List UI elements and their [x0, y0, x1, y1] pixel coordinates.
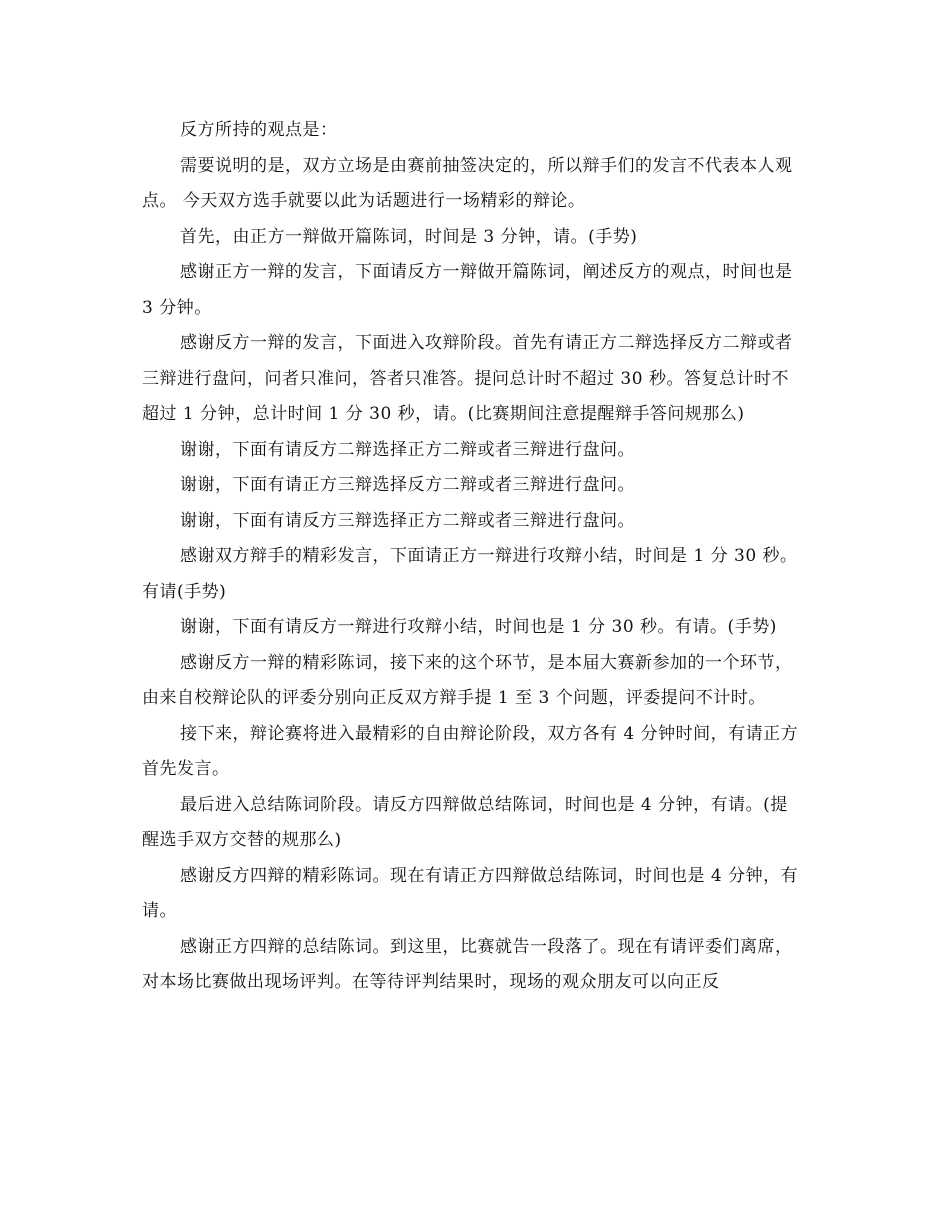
paragraph-affirmative-third-questioning: 谢谢，下面有请正方三辩选择反方二辩或者三辩进行盘问。 — [180, 475, 635, 495]
paragraph-negative-third-questioning: 谢谢，下面有请反方三辩选择正方二辩或者三辩进行盘问。 — [180, 510, 635, 531]
paragraph-negative-first-opening: 感谢正方一辩的发言，下面请反方一辩做开篇陈词，阐述反方的观点，时间也是 3 分钟。 — [142, 262, 793, 318]
paragraph-free-debate: 接下来，辩论赛将进入最精彩的自由辩论阶段，双方各有 4 分钟时间，有请正方首先发言。 — [142, 723, 799, 779]
paragraph-affirmative-closing: 感谢反方四辩的精彩陈词。现在有请正方四辩做总结陈词，时间也是 4 分钟，有请。 — [142, 865, 799, 921]
paragraph-affirmative-first-opening: 首先，由正方一辩做开篇陈词，时间是 3 分钟，请。(手势) — [180, 226, 638, 247]
paragraph-disclaimer: 需要说明的是，双方立场是由赛前抽签决定的，所以辩手们的发言不代表本人观点。 今天双方选手就要以此为话题进行一场精彩的辩论。 — [142, 155, 793, 211]
paragraph-judge-questions: 感谢反方一辩的精彩陈词，接下来的这个环节，是本届大赛新参加的一个环节，由来自校辩论队的评委分别向正反双方辩手提 1 至 3 个问题，评委提问不计时。 — [142, 652, 793, 708]
paragraph-judging: 感谢正方四辩的总结陈词。到这里，比赛就告一段落了。现在有请评委们离席，对本场比赛做出现场评判。在等待评判结果时，现场的观众朋友可以向正反 — [142, 936, 793, 992]
paragraph-negative-closing: 最后进入总结陈词阶段。请反方四辩做总结陈词，时间也是 4 分钟，有请。(提醒选手双方交替的规那么) — [142, 794, 788, 850]
paragraph-negative-summary: 谢谢，下面有请反方一辩进行攻辩小结，时间也是 1 分 30 秒。有请。(手势) — [180, 617, 777, 637]
paragraph-affirmative-summary: 感谢双方辩手的精彩发言，下面请正方一辩进行攻辩小结，时间是 1 分 30 秒。有请(手势) — [142, 546, 798, 602]
paragraph-opposition-stance: 反方所持的观点是： — [180, 120, 338, 140]
paragraph-cross-exam-rules: 感谢反方一辩的发言，下面进入攻辩阶段。首先有请正方二辩选择反方二辩或者三辩进行盘问，问者只准问，答者只准答。提问总计时不超过 30 秒。答复总计时不超过 1 分钟，总计时间 1 分 30 秒，请。(比赛期间注意提醒辩手答问规那么) — [142, 333, 793, 424]
paragraph-negative-second-questioning: 谢谢，下面有请反方二辩选择正方二辩或者三辩进行盘问。 — [180, 439, 635, 460]
document-body — [142, 113, 804, 1001]
